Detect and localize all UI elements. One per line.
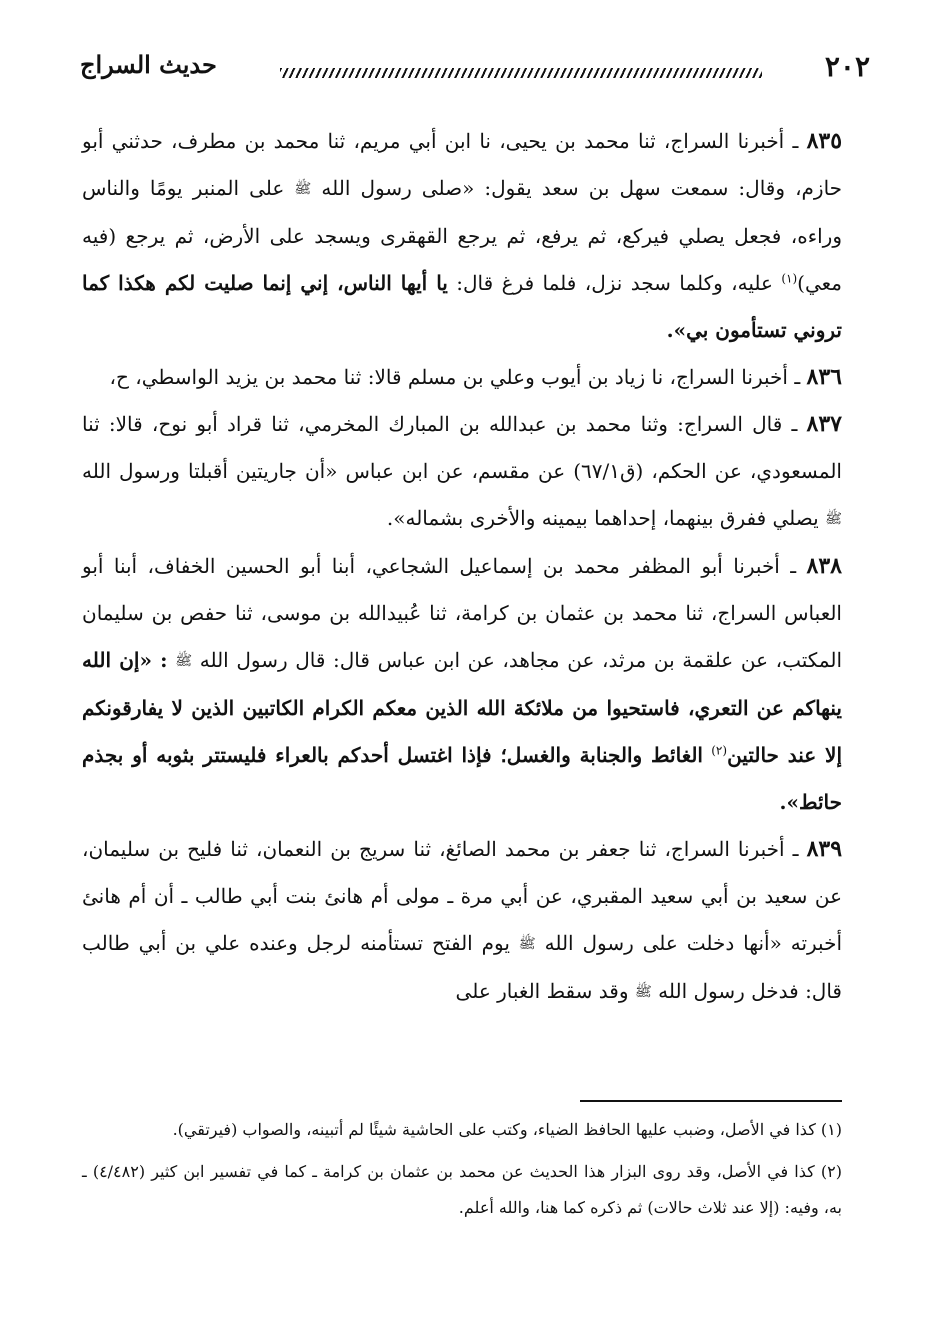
hadith-839	[82, 826, 842, 1016]
page-header	[80, 50, 870, 94]
page-number: ٢٠٢	[824, 50, 870, 83]
hadith-838	[82, 543, 842, 826]
footnote-text: كذا في الأصل، وضبب عليها الحافظ الضياء، وكتب على الحاشية شيئًا لم أتبينه، والصواب (فيرتقي).	[172, 1120, 816, 1139]
hadith-matn: الغائط والجنابة والغسل؛ فإذا اغتسل أحدكم بالعراء فليستتر بثوبه أو بجذم حائط».	[82, 743, 842, 814]
book-title: حديث السراج	[80, 50, 217, 79]
hadith-matn: : «إن الله ينهاكم عن التعري، فاستحيوا من ملائكة الله الذين معكم الكرام الكاتبين الذين لا يفارقونكم إلا عند حالتين	[82, 648, 843, 767]
hadith-dash: ـ	[787, 365, 801, 389]
hadith-matn: يا أيها الناس، إني إنما صليت لكم هكذا كما تروني تستأمون بي».	[82, 271, 842, 342]
footnote-1	[82, 1112, 842, 1148]
hadith-dash: ـ	[784, 837, 799, 861]
hadith-835	[82, 118, 842, 354]
hadith-dash: ـ	[782, 412, 798, 436]
salutation-glyph: ﷺ	[825, 511, 842, 527]
salutation-glyph: ﷺ	[175, 653, 193, 669]
main-text	[82, 118, 842, 1016]
hadith-number: ٨٣٥	[806, 128, 843, 154]
header-divider	[280, 68, 762, 78]
footnote-separator	[580, 1100, 842, 1102]
hadith-text: أخبرنا السراج، ثنا جعفر بن محمد الصائغ، ثنا سريج بن النعمان، ثنا فليح بن سليمان، عن سعيد بن أبي سعيد المقبري، عن أبي مرة ـ مولى أم هانئ بنت أبي طالب ـ أن أم هانئ أخبرته «أنها دخلت على رسول الله	[82, 837, 843, 955]
footnote-text: كذا في الأصل، وقد روى البزار هذا الحديث عن محمد بن عثمان بن كرامة ـ كما في تفسير ابن كثير (٤/٤٨٢) ـ به، وفيه: (إلا عند ثلاث حالات) ثم ذكره كما هنا، والله أعلم.	[82, 1162, 842, 1217]
hadith-text: على المنبر يومًا والناس وراءه، فجعل يصلي فيركع، ثم يرفع، ثم يرجع القهقرى ويسجد على الأرض، ثم يرجع (فيه معي)	[82, 176, 843, 295]
hadith-text: عليه، وكلما سجد نزل، فلما فرغ قال:	[456, 271, 773, 295]
salutation-glyph: ﷺ	[634, 984, 652, 1000]
hadith-text: أخبرنا أبو المظفر محمد بن إسماعيل الشجاعي، أبنا أبو الحسين الخفاف، أبنا أبو العباس السراج، ثنا محمد بن عثمان بن كرامة، ثنا عُبيدالله بن موسى، ثنا حفص بن سليمان المكتب، عن علقمة بن مرثد، عن مجاهد، عن ابن عباس قال: قال رسول الله	[82, 554, 843, 672]
hadith-text: وقد سقط الغبار على	[455, 979, 629, 1003]
salutation-glyph: ﷺ	[294, 181, 312, 197]
hadith-dash: ـ	[779, 554, 797, 578]
footnote-ref[interactable]: (١)	[781, 271, 798, 286]
footnote-2	[82, 1154, 842, 1226]
footnote-ref[interactable]: (٢)	[711, 743, 728, 758]
hadith-number: ٨٣٩	[806, 836, 843, 862]
hadith-text: يوم الفتح تستأمنه لرجل وعنده علي بن أبي طالب قال: فدخل رسول الله	[82, 931, 842, 1003]
footnote-marker: (١)	[820, 1120, 842, 1139]
hadith-text: قال السراج: وثنا محمد بن عبدالله بن المبارك المخرمي، ثنا قراد أبو نوح، قالا: ثنا المسعودي، عن الحكم، (ق٦٧/١) عن مقسم، عن ابن عباس «أن جاريتين أقبلتا ورسول الله	[82, 412, 842, 483]
hadith-text: يصلي ففرق بينهما، إحداهما بيمينه والأخرى بشماله».	[386, 506, 819, 530]
footnotes	[82, 1112, 842, 1232]
hadith-number: ٨٣٨	[806, 553, 842, 579]
salutation-glyph: ﷺ	[518, 936, 536, 952]
hadith-number: ٨٣٧	[806, 411, 842, 437]
footnote-marker: (٢)	[820, 1162, 843, 1181]
hadith-text: أخبرنا السراج، نا زياد بن أيوب وعلي بن مسلم قالا: ثنا محمد بن يزيد الواسطي، ح،	[109, 365, 788, 389]
hadith-dash: ـ	[784, 129, 799, 153]
hadith-836	[82, 354, 842, 401]
hadith-837	[82, 401, 842, 543]
hadith-number: ٨٣٦	[806, 364, 842, 390]
hadith-text: أخبرنا السراج، ثنا محمد بن يحيى، نا ابن أبي مريم، ثنا محمد بن مطرف، حدثني أبو حازم، وقال: سمعت سهل بن سعد يقول: «صلى رسول الله	[82, 129, 843, 200]
